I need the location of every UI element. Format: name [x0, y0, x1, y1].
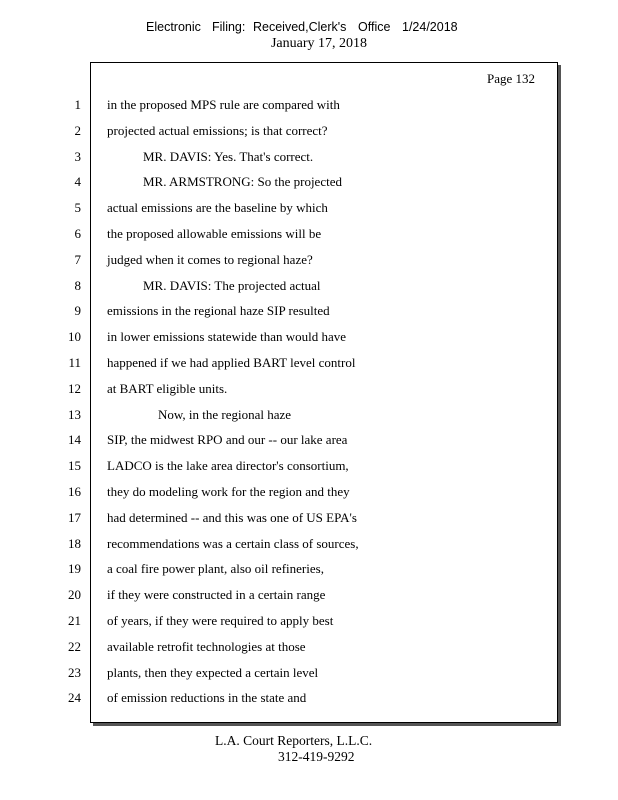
line-number: 5	[74, 200, 81, 216]
line-text: at BART eligible units.	[107, 380, 228, 396]
line-text: SIP, the midwest RPO and our -- our lake area	[107, 432, 348, 448]
line-number: 4	[74, 174, 81, 190]
line-number: 15	[68, 458, 81, 474]
line-number: 12	[68, 380, 81, 396]
line-number: 21	[68, 613, 81, 628]
line-text: in lower emissions statewide than would have	[107, 329, 347, 345]
line-text: of years, if they were required to apply best	[107, 613, 334, 628]
line-number: 23	[68, 664, 81, 680]
line-text: recommendations was a certain class of sources,	[107, 535, 359, 551]
line-text: happened if we had applied BART level control	[107, 355, 356, 370]
line-number: 19	[68, 561, 81, 577]
line-text: in the proposed MPS rule are compared with	[107, 97, 340, 112]
line-number: 17	[68, 509, 81, 525]
stamp-filing: Filing:	[212, 20, 246, 34]
line-number: 1	[74, 97, 81, 112]
line-text: projected actual emissions; is that correct?	[107, 122, 328, 138]
line-number: 18	[68, 535, 81, 551]
line-text: judged when it comes to regional haze?	[107, 251, 313, 267]
footer-phone: 312-419-9292	[278, 749, 355, 764]
line-text: MR. DAVIS: Yes. That's correct.	[143, 148, 314, 164]
line-number: 6	[74, 226, 81, 241]
line-number: 8	[74, 277, 81, 293]
transcript-page	[68, 62, 558, 723]
line-text: of emission reductions in the state and	[107, 690, 307, 706]
line-text: had determined -- and this was one of US EPA's	[107, 509, 357, 525]
line-text: if they were constructed in a certain range	[107, 587, 326, 603]
line-text: actual emissions are the baseline by which	[107, 200, 328, 216]
stamp-electronic: Electronic	[146, 20, 201, 34]
line-text: available retrofit technologies at those	[107, 638, 306, 654]
footer-company: L.A. Court Reporters, L.L.C.	[215, 733, 373, 748]
stamp-date: 1/24/2018	[402, 20, 458, 34]
stamp-received-clerks: Received,Clerk's	[253, 20, 347, 34]
line-number: 3	[74, 148, 81, 164]
stamp-office: Office	[358, 20, 391, 34]
line-number: 20	[68, 587, 81, 603]
line-number: 11	[68, 355, 81, 370]
line-number: 16	[68, 484, 81, 499]
line-text: emissions in the regional haze SIP resulted	[107, 303, 330, 319]
line-number: 10	[68, 329, 81, 345]
line-number: 13	[68, 406, 81, 422]
line-text: they do modeling work for the region and they	[107, 484, 350, 499]
line-text: MR. ARMSTRONG: So the projected	[143, 174, 342, 190]
line-text: MR. DAVIS: The projected actual	[143, 277, 321, 293]
line-text: plants, then they expected a certain level	[107, 664, 319, 680]
line-text: Now, in the regional haze	[158, 406, 292, 422]
line-number: 2	[74, 122, 81, 138]
line-text: LADCO is the lake area director's consortium,	[107, 458, 349, 474]
transcript-date: January 17, 2018	[270, 36, 368, 51]
line-number: 24	[68, 690, 81, 706]
line-number: 7	[74, 251, 81, 267]
line-text: the proposed allowable emissions will be	[107, 226, 322, 241]
line-number: 22	[68, 638, 81, 654]
line-number: 14	[68, 432, 81, 448]
line-text: a coal fire power plant, also oil refineries,	[107, 561, 324, 577]
page-number: Page 132	[486, 71, 535, 86]
line-number: 9	[74, 303, 81, 319]
